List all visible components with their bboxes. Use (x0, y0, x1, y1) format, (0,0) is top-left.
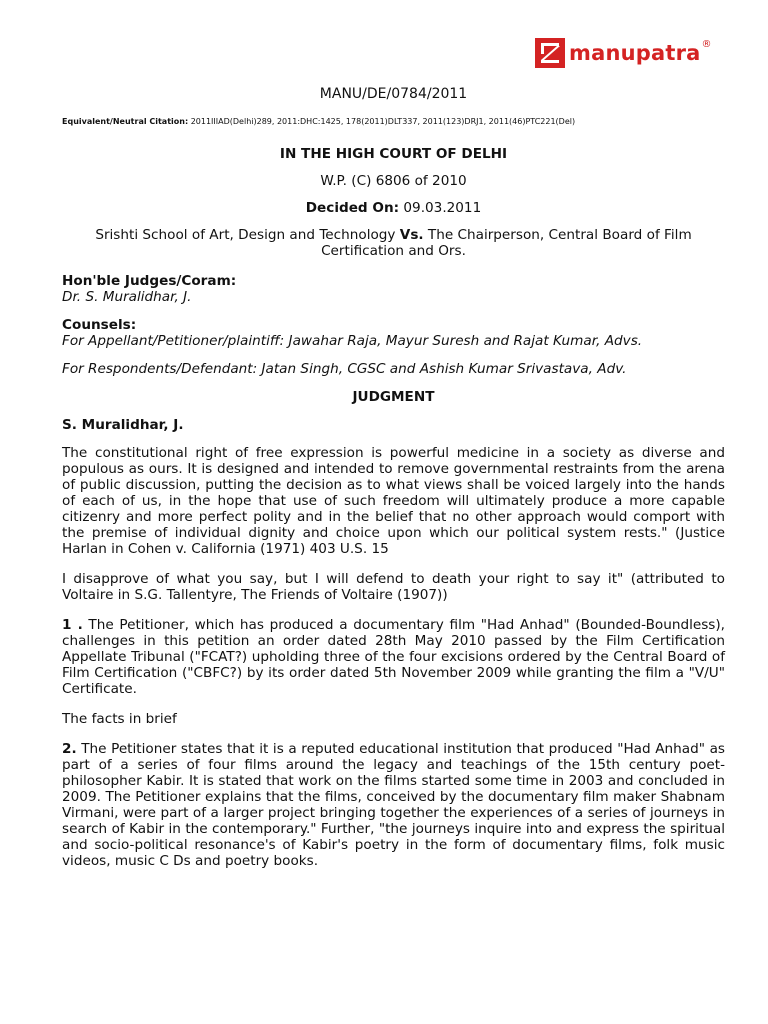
counsel-appellant: For Appellant/Petitioner/plaintiff: Jawahar Raja, Mayur Suresh and Rajat Kumar, Advs. (62, 333, 643, 349)
paragraph-2-text: The Petitioner states that it is a reputed educational institution that produced "Had Anhad" as part of a series of four films around the legacy and teachings of the 15th century poet-philosopher Kabir. It is stated that work on the films started some time in 2003 and concluded in 2009. The Petitioner explains that the films, conceived by the documentary film maker Shabnam Virmani, were part of a larger project bringing together the experiences of a series of journeys in search of Kabir in the contemporary." Further, "the journeys inquire into and express the spiritual and socio-political resonance's of Kabir's poetry in the form of documentary films, folk music videos, music C Ds and poetry books. (62, 741, 725, 869)
citation-label: Equivalent/Neutral Citation: (62, 117, 189, 126)
epigraph-quote-2: I disapprove of what you say, but I will defend to death your right to say it" (attributed to Voltaire in S.G. Tallentyre, The Friends of Voltaire (1907)) (62, 571, 725, 603)
manu-citation-id: MANU/DE/0784/2011 (319, 86, 468, 102)
logo-registered-mark: ® (701, 38, 712, 50)
counsel-respondent-block (62, 361, 725, 377)
paragraph-2-number: 2. (62, 741, 77, 757)
court-name: IN THE HIGH COURT OF DELHI (279, 146, 508, 162)
epigraph-quote-1: The constitutional right of free expression is powerful medicine in a society as diverse and populous as ours. It is designed and intended to remove governmental restraints from the arena of public discussion, putting the decision as to what views shall be voiced largely into the hands of each of us, in the hope that use of such freedom will ultimately produce a more capable citizenry and more perfect polity and in the belief that no other approach would comport with the premise of individual dignity and choice upon which our political system rests." (Justice Harlan in Cohen v. California (1971) 403 U.S. 15 (62, 445, 725, 557)
respondent-name: The Chairperson, Central Board of Film Certification and Ors. (321, 227, 692, 259)
versus-label: Vs. (399, 227, 424, 243)
decided-label: Decided On: (305, 200, 400, 216)
judgment-document (62, 86, 725, 883)
judgment-heading: JUDGMENT (352, 389, 435, 405)
manupatra-logo (535, 36, 712, 70)
paragraph-1 (62, 617, 725, 697)
judges-heading: Hon'ble Judges/Coram: (62, 273, 237, 289)
judges-section (62, 273, 725, 305)
decided-on (62, 200, 725, 216)
citation-text: 2011IIIAD(Delhi)289, 2011:DHC:1425, 178(2011)DLT337, 2011(123)DRJ1, 2011(46)PTC221(Del) (188, 117, 576, 126)
judges-names: Dr. S. Muralidhar, J. (62, 289, 192, 305)
facts-in-brief: The facts in brief (62, 711, 177, 727)
counsels-section (62, 317, 725, 349)
case-number: W.P. (C) 6806 of 2010 (320, 173, 467, 189)
manupatra-logo-icon (535, 38, 565, 68)
counsel-respondent: For Respondents/Defendant: Jatan Singh, CGSC and Ashish Kumar Srivastava, Adv. (62, 361, 627, 377)
decided-date: 09.03.2011 (399, 200, 482, 216)
paragraph-2 (62, 741, 725, 869)
authoring-judge: S. Muralidhar, J. (62, 417, 184, 433)
case-parties (62, 227, 725, 259)
petitioner-name: Srishti School of Art, Design and Technology (95, 227, 400, 243)
equivalent-citation (62, 114, 725, 130)
paragraph-1-text: The Petitioner, which has produced a documentary film "Had Anhad" (Bounded-Boundless), challenges in this petition an order dated 28th May 2010 passed by the Film Certification Appellate Tribunal ("FCAT?) upholding three of the four excisions ordered by the Central Board of Film Certification ("CBFC?) by its order dated 5th November 2009 while granting the film a "V/U" Certificate. (62, 617, 726, 697)
counsels-heading: Counsels: (62, 317, 137, 333)
logo-text: manupatra (569, 41, 701, 65)
paragraph-1-number: 1 . (62, 617, 83, 633)
